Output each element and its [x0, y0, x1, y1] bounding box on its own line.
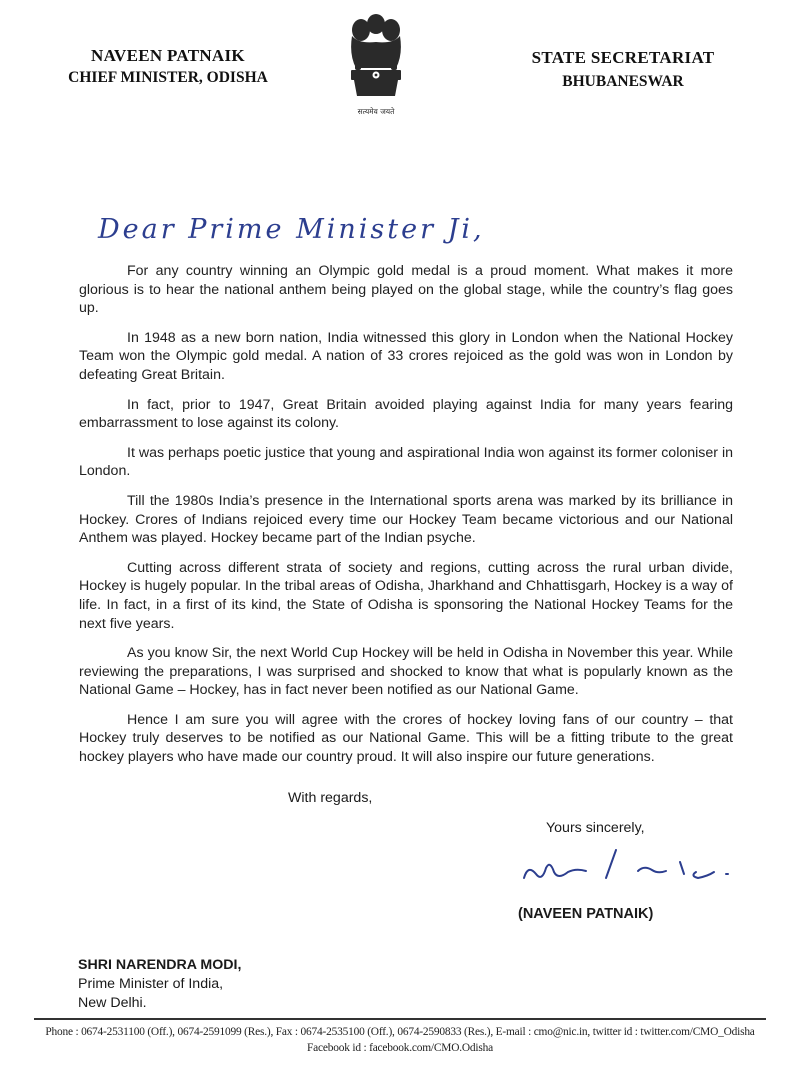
- sender-block: [48, 46, 288, 87]
- national-emblem-icon: [341, 10, 411, 122]
- sender-title: CHIEF MINISTER, ODISHA: [68, 69, 268, 86]
- salutation-text: Dear Prime Minister Ji,: [98, 214, 485, 245]
- closing-regards: With regards,: [288, 790, 373, 806]
- office-city: BHUBANESWAR: [562, 73, 684, 90]
- letter-body: [79, 262, 733, 778]
- addressee-block: [78, 956, 241, 1013]
- addressee-name: SHRI NARENDRA MODI,: [78, 957, 242, 973]
- closing-sincerely: Yours sincerely,: [546, 820, 645, 836]
- signatory-name: (NAVEEN PATNAIK): [518, 906, 654, 922]
- body-paragraph: Till the 1980s India’s presence in the International sports arena was marked by its brilliance in Hockey. Crores of Indians rejoiced every time our Hockey Team became victorious and our National Anthem was played. Hockey became part of the Indian psyche.: [79, 492, 733, 547]
- footer-divider: [34, 1018, 766, 1020]
- handwritten-salutation: [92, 198, 532, 254]
- signature-image: [520, 838, 750, 894]
- footer-facebook: Facebook id : facebook.com/CMO.Odisha: [307, 1042, 493, 1054]
- addressee-city: New Delhi.: [78, 995, 147, 1011]
- body-paragraph: It was perhaps poetic justice that young and aspirational India won against its former coloniser in London.: [79, 444, 733, 480]
- body-paragraph: In 1948 as a new born nation, India witnessed this glory in London when the National Hockey Team won the Olympic gold medal. A nation of 33 crores rejoiced as the gold was won in London by defeating Great Britain.: [79, 329, 733, 383]
- footer-contact: Phone : 0674-2531100 (Off.), 0674-2591099 (Res.), Fax : 0674-2535100 (Off.), 0674-2590833 (Res.), E-mail : cmo@nic.in, twitter id : twitter.com/CMO_Odisha: [45, 1026, 755, 1038]
- body-paragraph: Cutting across different strata of society and regions, cutting across the rural urban divide, Hockey is hugely popular. In the tribal areas of Odisha, Jharkhand and Chhattisgarh, Hockey is a way of life. In fact, in a first of its kind, the State of Odisha is sponsoring the National Hockey Teams for the next five years.: [79, 559, 733, 632]
- addressee-title: Prime Minister of India,: [78, 976, 224, 992]
- body-paragraph: Hence I am sure you will agree with the crores of hockey loving fans of our country – that Hockey truly deserves to be notified as our National Game. This will be a fitting tribute to the great hockey players who have made our country proud. It will also inspire our future generations.: [79, 711, 733, 766]
- office-block: [508, 48, 738, 91]
- body-paragraph: As you know Sir, the next World Cup Hockey will be held in Odisha in November this year. While reviewing the preparations, I was surprised and shocked to know that what is popularly known as the National Game – Hockey, has in fact never been notified as our National Game.: [79, 645, 733, 699]
- footer: [20, 1024, 780, 1056]
- emblem-motto: सत्यमेव जयते: [357, 107, 395, 116]
- office-name: STATE SECRETARIAT: [531, 48, 715, 67]
- body-paragraph: In fact, prior to 1947, Great Britain avoided playing against India for many years fearing embarrassment to lose against its colony.: [79, 396, 733, 432]
- body-paragraph: For any country winning an Olympic gold medal is a proud moment. What makes it more glorious is to hear the national anthem being played on the global stage, while the country’s flag goes up.: [79, 263, 733, 317]
- sender-name: NAVEEN PATNAIK: [91, 46, 245, 65]
